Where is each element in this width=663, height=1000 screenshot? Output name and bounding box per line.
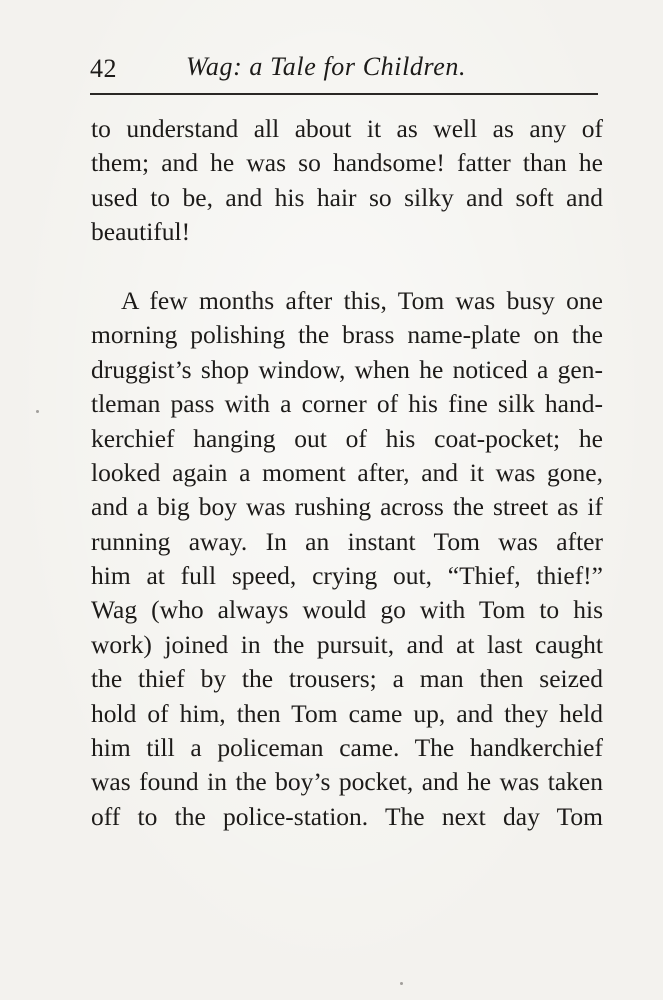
text-line: off to the police-station. The next day Tom [91,801,603,831]
running-title: Wag: a Tale for Children. [186,52,467,81]
paper-speck [36,410,39,413]
text-line: morning polishing the brass name-plate on the [91,320,603,350]
page-number: 42 [90,54,117,83]
paper-speck [400,982,403,985]
text-line: kerchief hanging out of his coat-pocket; he [91,423,603,453]
paragraph-gap [91,250,603,284]
body-text [91,112,603,834]
text-line: and a big boy was rushing across the street as if [91,492,603,522]
header-rule [90,93,598,95]
text-line: running away. In an instant Tom was after [91,526,603,556]
text-line: to understand all about it as well as any of [91,114,603,143]
text-line: used to be, and his hair so silky and soft and [91,182,603,212]
text-line: the thief by the trousers; a man then seized [91,664,603,694]
page-header [90,48,597,88]
text-line: hold of him, then Tom came up, and they held [91,698,603,728]
text-line: beautiful! [91,217,191,247]
text-line: was found in the boy’s pocket, and he was taken [91,767,603,797]
text-line: them; and he was so handsome! fatter than he [91,148,603,178]
text-line: looked again a moment after, and it was gone, [91,457,603,487]
text-line: him at full speed, crying out, “Thief, thief!” [91,561,603,591]
text-line: him till a policeman came. The handkerchief [91,733,603,763]
text-line: druggist’s shop window, when he noticed a gen- [91,354,603,384]
text-line: tleman pass with a corner of his fine silk hand- [91,389,603,419]
text-line: A few months after this, Tom was busy one [121,285,603,315]
text-line: work) joined in the pursuit, and at last caught [91,629,603,659]
text-line: Wag (who always would go with Tom to his [91,595,603,625]
